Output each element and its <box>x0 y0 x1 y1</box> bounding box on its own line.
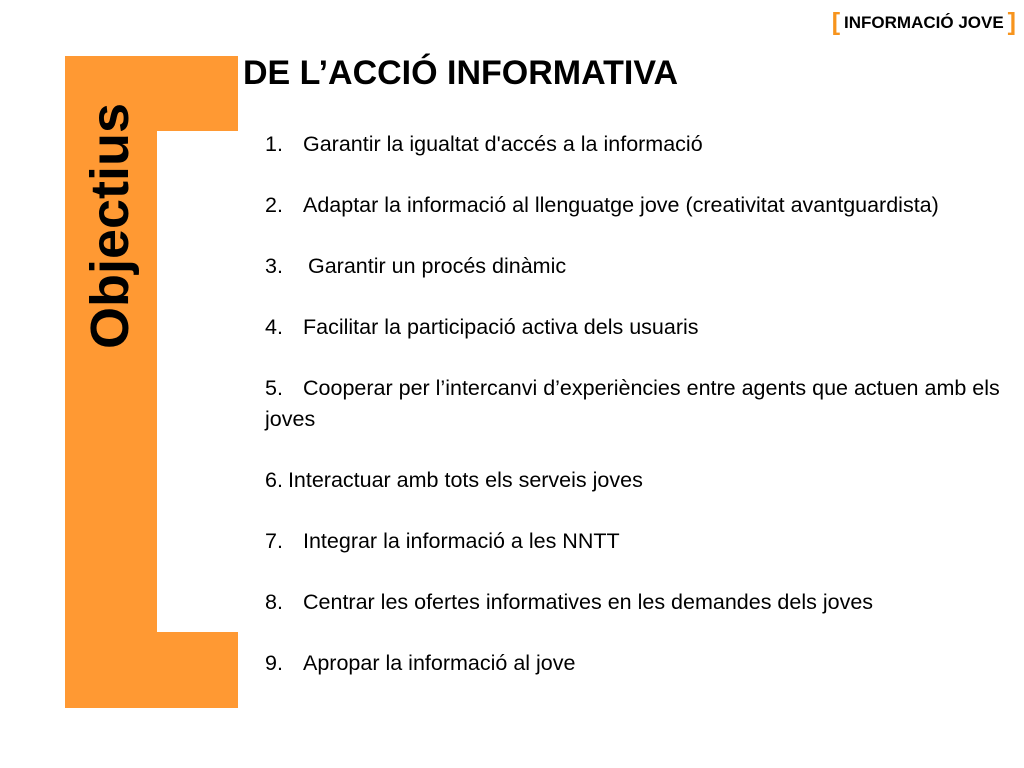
objective-number: 2. <box>265 193 283 217</box>
page-title: DE L’ACCIÓ INFORMATIVA <box>243 54 679 92</box>
objective-number: 7. <box>265 529 283 553</box>
header-tag <box>832 8 1016 37</box>
objective-text: Integrar la informació a les NNTT <box>303 529 620 553</box>
objective-item <box>265 129 1005 160</box>
objective-number: 6. <box>265 468 283 492</box>
objective-item <box>265 648 1005 679</box>
header-tag-label: INFORMACIÓ JOVE <box>844 13 1004 32</box>
objective-number: 9. <box>265 651 283 675</box>
objective-text: Adaptar la informació al llenguatge jove (creativitat avantguardista) <box>303 193 939 217</box>
objective-number: 5. <box>265 376 283 400</box>
objective-text: Apropar la informació al jove <box>303 651 576 675</box>
objective-text: Centrar les ofertes informatives en les demandes dels joves <box>303 590 874 614</box>
objective-text: Garantir un procés dinàmic <box>308 254 567 278</box>
objective-text: Cooperar per l’intercanvi d’experiències entre agents que actuen amb els joves <box>265 376 1000 431</box>
objectives-list <box>265 129 1005 709</box>
header-open-bracket: [ <box>831 8 841 36</box>
objective-text: Facilitar la participació activa dels usuaris <box>303 315 699 339</box>
side-title: Objectius <box>80 102 140 350</box>
objective-number: 8. <box>265 590 283 614</box>
objective-item <box>265 587 1005 618</box>
objective-item <box>265 312 1005 343</box>
objective-item <box>265 190 1005 221</box>
objective-number: 1. <box>265 132 283 156</box>
objective-item <box>265 373 1005 435</box>
objective-text: Garantir la igualtat d'accés a la informació <box>303 132 703 156</box>
bracket-bottom-arm <box>65 632 238 708</box>
objective-number: 3. <box>265 254 283 278</box>
objective-number: 4. <box>265 315 283 339</box>
objective-item <box>265 526 1005 557</box>
objective-text: Interactuar amb tots els serveis joves <box>287 468 643 492</box>
objective-item <box>265 251 1005 282</box>
header-close-bracket: ] <box>1007 8 1016 36</box>
objective-item <box>265 465 1005 496</box>
